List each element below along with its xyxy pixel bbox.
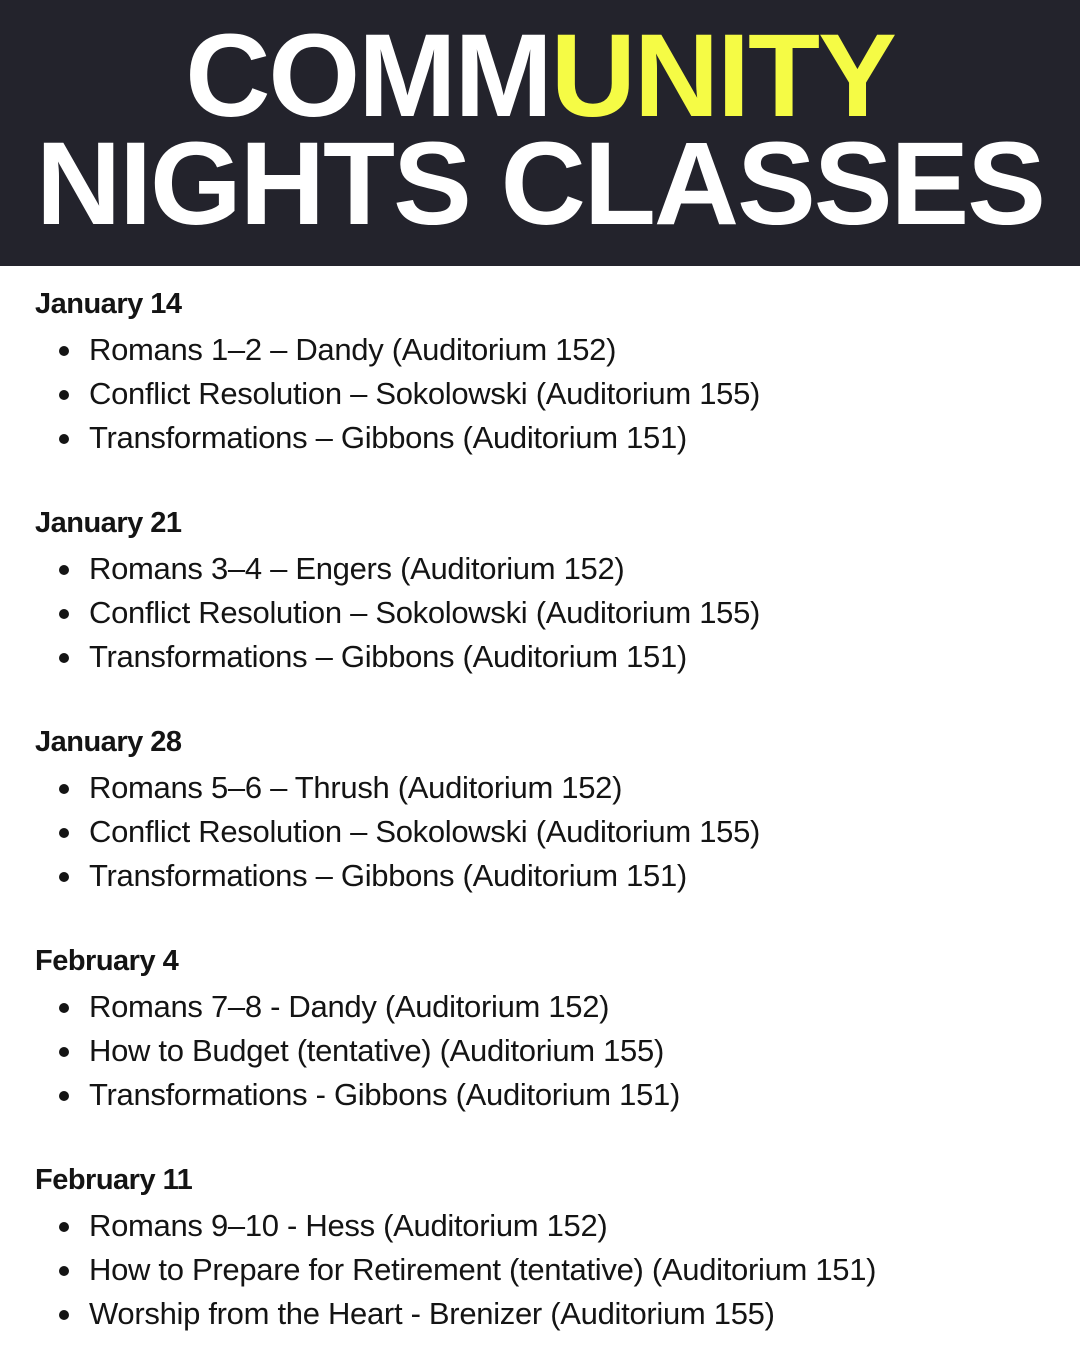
day-section <box>35 1160 1080 1336</box>
bullet-icon <box>59 434 69 444</box>
class-text: Transformations – Gibbons (Auditorium 151) <box>89 858 687 893</box>
class-list <box>35 328 1080 460</box>
bullet-icon <box>59 609 69 619</box>
class-text: How to Budget (tentative) (Auditorium 155) <box>89 1033 664 1068</box>
title-word-white: COMM <box>185 10 551 142</box>
day-heading: January 21 <box>35 507 182 539</box>
day-section <box>35 284 1080 460</box>
class-item <box>35 854 1080 898</box>
bullet-icon <box>59 1222 69 1232</box>
bullet-icon <box>59 653 69 663</box>
bullet-icon <box>59 1047 69 1057</box>
schedule-list <box>0 266 1080 1336</box>
day-heading: January 28 <box>35 726 182 758</box>
class-item <box>35 328 1080 372</box>
class-text: Romans 5–6 – Thrush (Auditorium 152) <box>89 770 623 805</box>
class-text: Worship from the Heart - Brenizer (Auditorium 155) <box>89 1296 775 1331</box>
class-item <box>35 985 1080 1029</box>
class-text: Romans 3–4 – Engers (Auditorium 152) <box>89 551 625 586</box>
class-text: Conflict Resolution – Sokolowski (Auditorium 155) <box>89 595 761 630</box>
class-list <box>35 547 1080 679</box>
class-list <box>35 766 1080 898</box>
title-word-accent: UNITY <box>550 10 895 142</box>
bullet-icon <box>59 346 69 356</box>
title-line-2: NIGHTS CLASSES <box>36 118 1044 250</box>
class-item <box>35 1248 1080 1292</box>
class-text: Conflict Resolution – Sokolowski (Auditorium 155) <box>89 814 761 849</box>
class-item <box>35 591 1080 635</box>
class-text: Romans 9–10 - Hess (Auditorium 152) <box>89 1208 608 1243</box>
bullet-icon <box>59 872 69 882</box>
class-item <box>35 635 1080 679</box>
class-item <box>35 1029 1080 1073</box>
class-text: How to Prepare for Retirement (tentative) (Auditorium 151) <box>89 1252 877 1287</box>
bullet-icon <box>59 1091 69 1101</box>
day-heading: January 14 <box>35 288 182 320</box>
class-item <box>35 810 1080 854</box>
bullet-icon <box>59 828 69 838</box>
class-text: Transformations - Gibbons (Auditorium 151) <box>89 1077 680 1112</box>
class-text: Transformations – Gibbons (Auditorium 151) <box>89 639 687 674</box>
day-heading: February 4 <box>35 945 179 977</box>
day-section <box>35 503 1080 679</box>
class-list <box>35 985 1080 1117</box>
class-list <box>35 1204 1080 1336</box>
bullet-icon <box>59 784 69 794</box>
day-heading: February 11 <box>35 1164 193 1196</box>
class-item <box>35 766 1080 810</box>
class-text: Transformations – Gibbons (Auditorium 151) <box>89 420 687 455</box>
bullet-icon <box>59 1310 69 1320</box>
class-text: Romans 1–2 – Dandy (Auditorium 152) <box>89 332 617 367</box>
day-section <box>35 941 1080 1117</box>
bullet-icon <box>59 565 69 575</box>
class-text: Conflict Resolution – Sokolowski (Auditorium 155) <box>89 376 761 411</box>
class-item <box>35 547 1080 591</box>
bullet-icon <box>59 1003 69 1013</box>
class-item <box>35 1204 1080 1248</box>
bullet-icon <box>59 390 69 400</box>
class-item <box>35 416 1080 460</box>
title-banner <box>0 0 1080 266</box>
class-item <box>35 1073 1080 1117</box>
bullet-icon <box>59 1266 69 1276</box>
class-item <box>35 1292 1080 1336</box>
day-section <box>35 722 1080 898</box>
class-item <box>35 372 1080 416</box>
class-text: Romans 7–8 - Dandy (Auditorium 152) <box>89 989 610 1024</box>
title-line-1 <box>0 10 1080 142</box>
